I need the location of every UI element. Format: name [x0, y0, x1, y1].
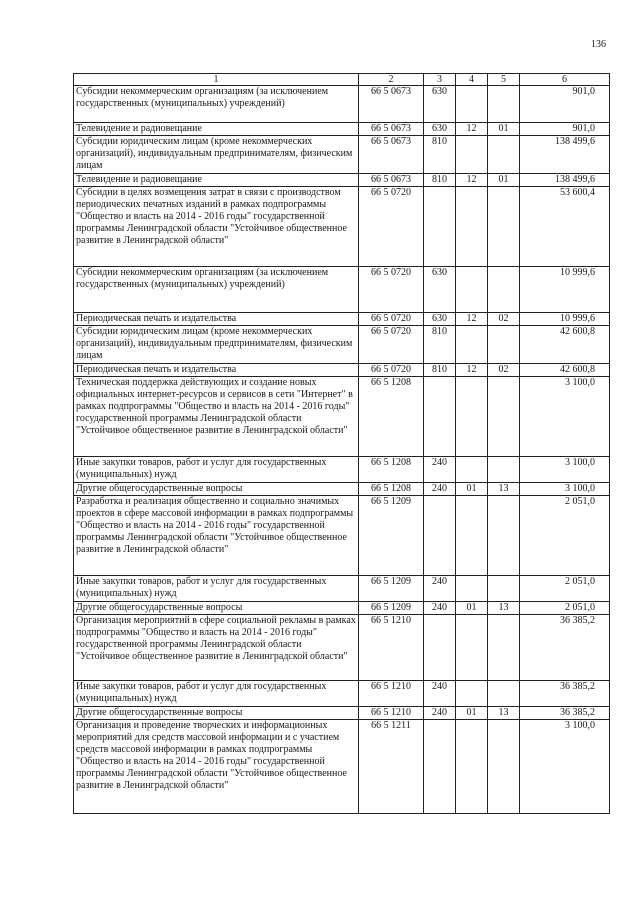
row-subsection-cell	[488, 720, 520, 814]
column-header-6: 6	[520, 74, 610, 86]
row-amount-cell: 138 499,6	[520, 136, 610, 174]
row-name-cell: Другие общегосударственные вопросы	[74, 602, 359, 615]
row-amount-cell: 36 385,2	[520, 681, 610, 707]
row-amount-cell: 3 100,0	[520, 483, 610, 496]
row-name-cell: Организация мероприятий в сфере социальной рекламы в рамках подпрограммы "Общество и власть на 2014 - 2016 годы" государственной программы Ленинградской области "Устойчивое общественное развитие в Ленинградской области"	[74, 615, 359, 681]
row-name-cell: Периодическая печать и издательства	[74, 364, 359, 377]
row-code-cell: 66 5 1210	[359, 707, 424, 720]
row-subsection-cell	[488, 86, 520, 123]
row-type-cell: 630	[424, 123, 456, 136]
row-type-cell: 810	[424, 364, 456, 377]
row-name-cell: Субсидии юридическим лицам (кроме некоммерческих организаций), индивидуальным предпринимателям, физическим лицам	[74, 326, 359, 364]
table-row	[74, 457, 610, 483]
row-type-cell	[424, 187, 456, 267]
row-name-cell: Иные закупки товаров, работ и услуг для государственных (муниципальных) нужд	[74, 576, 359, 602]
row-section-cell	[456, 615, 488, 681]
row-code-cell: 66 5 0673	[359, 136, 424, 174]
row-section-cell: 01	[456, 602, 488, 615]
row-amount-cell: 10 999,6	[520, 313, 610, 326]
row-section-cell	[456, 457, 488, 483]
row-type-cell: 810	[424, 326, 456, 364]
row-code-cell: 66 5 0720	[359, 364, 424, 377]
row-name-cell: Иные закупки товаров, работ и услуг для государственных (муниципальных) нужд	[74, 681, 359, 707]
row-section-cell	[456, 496, 488, 576]
row-code-cell: 66 5 0673	[359, 174, 424, 187]
row-code-cell: 66 5 0673	[359, 123, 424, 136]
row-name-cell: Субсидии в целях возмещения затрат в связи с производством периодических печатных изданий в рамках подпрограммы "Общество и власть на 2014 - 2016 годы" государственной программы Ленинградской области "Устойчивое общественное развитие в Ленинградской области"	[74, 187, 359, 267]
row-type-cell: 240	[424, 457, 456, 483]
table-row	[74, 326, 610, 364]
row-code-cell: 66 5 1209	[359, 576, 424, 602]
column-header-1: 1	[74, 74, 359, 86]
row-subsection-cell	[488, 136, 520, 174]
row-section-cell: 12	[456, 123, 488, 136]
row-name-cell: Другие общегосударственные вопросы	[74, 483, 359, 496]
column-header-4: 4	[456, 74, 488, 86]
row-code-cell: 66 5 0673	[359, 86, 424, 123]
row-code-cell: 66 5 1208	[359, 457, 424, 483]
row-amount-cell: 3 100,0	[520, 377, 610, 457]
row-type-cell: 810	[424, 136, 456, 174]
row-subsection-cell	[488, 377, 520, 457]
row-type-cell: 630	[424, 267, 456, 313]
row-name-cell: Телевидение и радиовещание	[74, 174, 359, 187]
row-amount-cell: 901,0	[520, 123, 610, 136]
row-type-cell: 240	[424, 602, 456, 615]
row-section-cell: 01	[456, 707, 488, 720]
row-section-cell	[456, 267, 488, 313]
row-section-cell	[456, 576, 488, 602]
row-amount-cell: 3 100,0	[520, 720, 610, 814]
table-row	[74, 615, 610, 681]
row-subsection-cell	[488, 457, 520, 483]
row-name-cell: Техническая поддержка действующих и создание новых официальных интернет-ресурсов и сервисов в сети "Интернет" в рамках подпрограммы "Общество и власть на 2014 - 2016 годы" государственной программы Ленинградской области "Устойчивое общественное развитие в Ленинградской области"	[74, 377, 359, 457]
table-row	[74, 364, 610, 377]
row-code-cell: 66 5 1211	[359, 720, 424, 814]
row-code-cell: 66 5 0720	[359, 267, 424, 313]
table-row	[74, 174, 610, 187]
row-type-cell: 630	[424, 313, 456, 326]
column-header-3: 3	[424, 74, 456, 86]
row-code-cell: 66 5 1210	[359, 681, 424, 707]
table-row	[74, 681, 610, 707]
row-amount-cell: 42 600,8	[520, 326, 610, 364]
page-number: 136	[591, 39, 606, 50]
budget-table-container	[73, 73, 595, 814]
row-type-cell: 240	[424, 707, 456, 720]
row-subsection-cell	[488, 326, 520, 364]
row-subsection-cell	[488, 267, 520, 313]
budget-table-body	[74, 74, 610, 814]
row-subsection-cell: 02	[488, 313, 520, 326]
row-subsection-cell	[488, 681, 520, 707]
row-section-cell: 01	[456, 483, 488, 496]
row-section-cell	[456, 136, 488, 174]
table-row	[74, 377, 610, 457]
row-subsection-cell: 13	[488, 483, 520, 496]
row-section-cell	[456, 86, 488, 123]
table-row	[74, 86, 610, 123]
row-amount-cell: 10 999,6	[520, 267, 610, 313]
table-row	[74, 707, 610, 720]
row-subsection-cell	[488, 615, 520, 681]
row-section-cell	[456, 720, 488, 814]
budget-table	[73, 73, 610, 814]
row-name-cell: Другие общегосударственные вопросы	[74, 707, 359, 720]
row-subsection-cell	[488, 576, 520, 602]
row-subsection-cell: 01	[488, 174, 520, 187]
row-type-cell: 240	[424, 681, 456, 707]
row-type-cell: 810	[424, 174, 456, 187]
row-amount-cell: 901,0	[520, 86, 610, 123]
row-type-cell: 630	[424, 86, 456, 123]
row-name-cell: Телевидение и радиовещание	[74, 123, 359, 136]
row-subsection-cell: 13	[488, 707, 520, 720]
row-section-cell	[456, 681, 488, 707]
table-row	[74, 483, 610, 496]
row-type-cell	[424, 615, 456, 681]
row-name-cell: Субсидии некоммерческим организациям (за исключением государственных (муниципальных) учреждений)	[74, 267, 359, 313]
row-name-cell: Разработка и реализация общественно и социально значимых проектов в сфере массовой информации в рамках подпрограммы "Общество и власть на 2014 - 2016 годы" государственной программы Ленинградской области "Устойчивое общественное развитие в Ленинградской области"	[74, 496, 359, 576]
table-row	[74, 267, 610, 313]
row-amount-cell: 2 051,0	[520, 576, 610, 602]
row-section-cell	[456, 377, 488, 457]
row-amount-cell: 36 385,2	[520, 615, 610, 681]
row-subsection-cell: 01	[488, 123, 520, 136]
row-amount-cell: 3 100,0	[520, 457, 610, 483]
row-amount-cell: 36 385,2	[520, 707, 610, 720]
row-subsection-cell: 02	[488, 364, 520, 377]
row-type-cell	[424, 496, 456, 576]
row-code-cell: 66 5 0720	[359, 187, 424, 267]
table-row	[74, 602, 610, 615]
row-type-cell: 240	[424, 576, 456, 602]
table-row	[74, 187, 610, 267]
row-name-cell: Иные закупки товаров, работ и услуг для государственных (муниципальных) нужд	[74, 457, 359, 483]
row-name-cell: Субсидии некоммерческим организациям (за исключением государственных (муниципальных) учреждений)	[74, 86, 359, 123]
table-row	[74, 136, 610, 174]
row-type-cell: 240	[424, 483, 456, 496]
row-section-cell: 12	[456, 174, 488, 187]
column-header-2: 2	[359, 74, 424, 86]
row-subsection-cell: 13	[488, 602, 520, 615]
row-amount-cell: 42 600,8	[520, 364, 610, 377]
row-section-cell: 12	[456, 313, 488, 326]
row-code-cell: 66 5 1209	[359, 496, 424, 576]
row-code-cell: 66 5 0720	[359, 326, 424, 364]
row-code-cell: 66 5 1208	[359, 483, 424, 496]
row-name-cell: Организация и проведение творческих и информационных мероприятий для средств массовой информации и с участием средств массовой информации в рамках подпрограммы "Общество и власть на 2014 - 2016 годы" государственной программы Ленинградской области "Устойчивое общественное развитие в Ленинградской области"	[74, 720, 359, 814]
row-amount-cell: 138 499,6	[520, 174, 610, 187]
row-subsection-cell	[488, 187, 520, 267]
row-code-cell: 66 5 1210	[359, 615, 424, 681]
row-subsection-cell	[488, 496, 520, 576]
row-amount-cell: 2 051,0	[520, 602, 610, 615]
row-code-cell: 66 5 1209	[359, 602, 424, 615]
table-row	[74, 720, 610, 814]
row-amount-cell: 2 051,0	[520, 496, 610, 576]
table-row	[74, 576, 610, 602]
table-row	[74, 496, 610, 576]
column-header-5: 5	[488, 74, 520, 86]
table-row	[74, 313, 610, 326]
row-name-cell: Субсидии юридическим лицам (кроме некоммерческих организаций), индивидуальным предпринимателям, физическим лицам	[74, 136, 359, 174]
row-code-cell: 66 5 0720	[359, 313, 424, 326]
row-type-cell	[424, 720, 456, 814]
row-code-cell: 66 5 1208	[359, 377, 424, 457]
table-row	[74, 123, 610, 136]
row-amount-cell: 53 600,4	[520, 187, 610, 267]
row-name-cell: Периодическая печать и издательства	[74, 313, 359, 326]
row-section-cell: 12	[456, 364, 488, 377]
column-number-row	[74, 74, 610, 86]
row-section-cell	[456, 326, 488, 364]
row-section-cell	[456, 187, 488, 267]
row-type-cell	[424, 377, 456, 457]
